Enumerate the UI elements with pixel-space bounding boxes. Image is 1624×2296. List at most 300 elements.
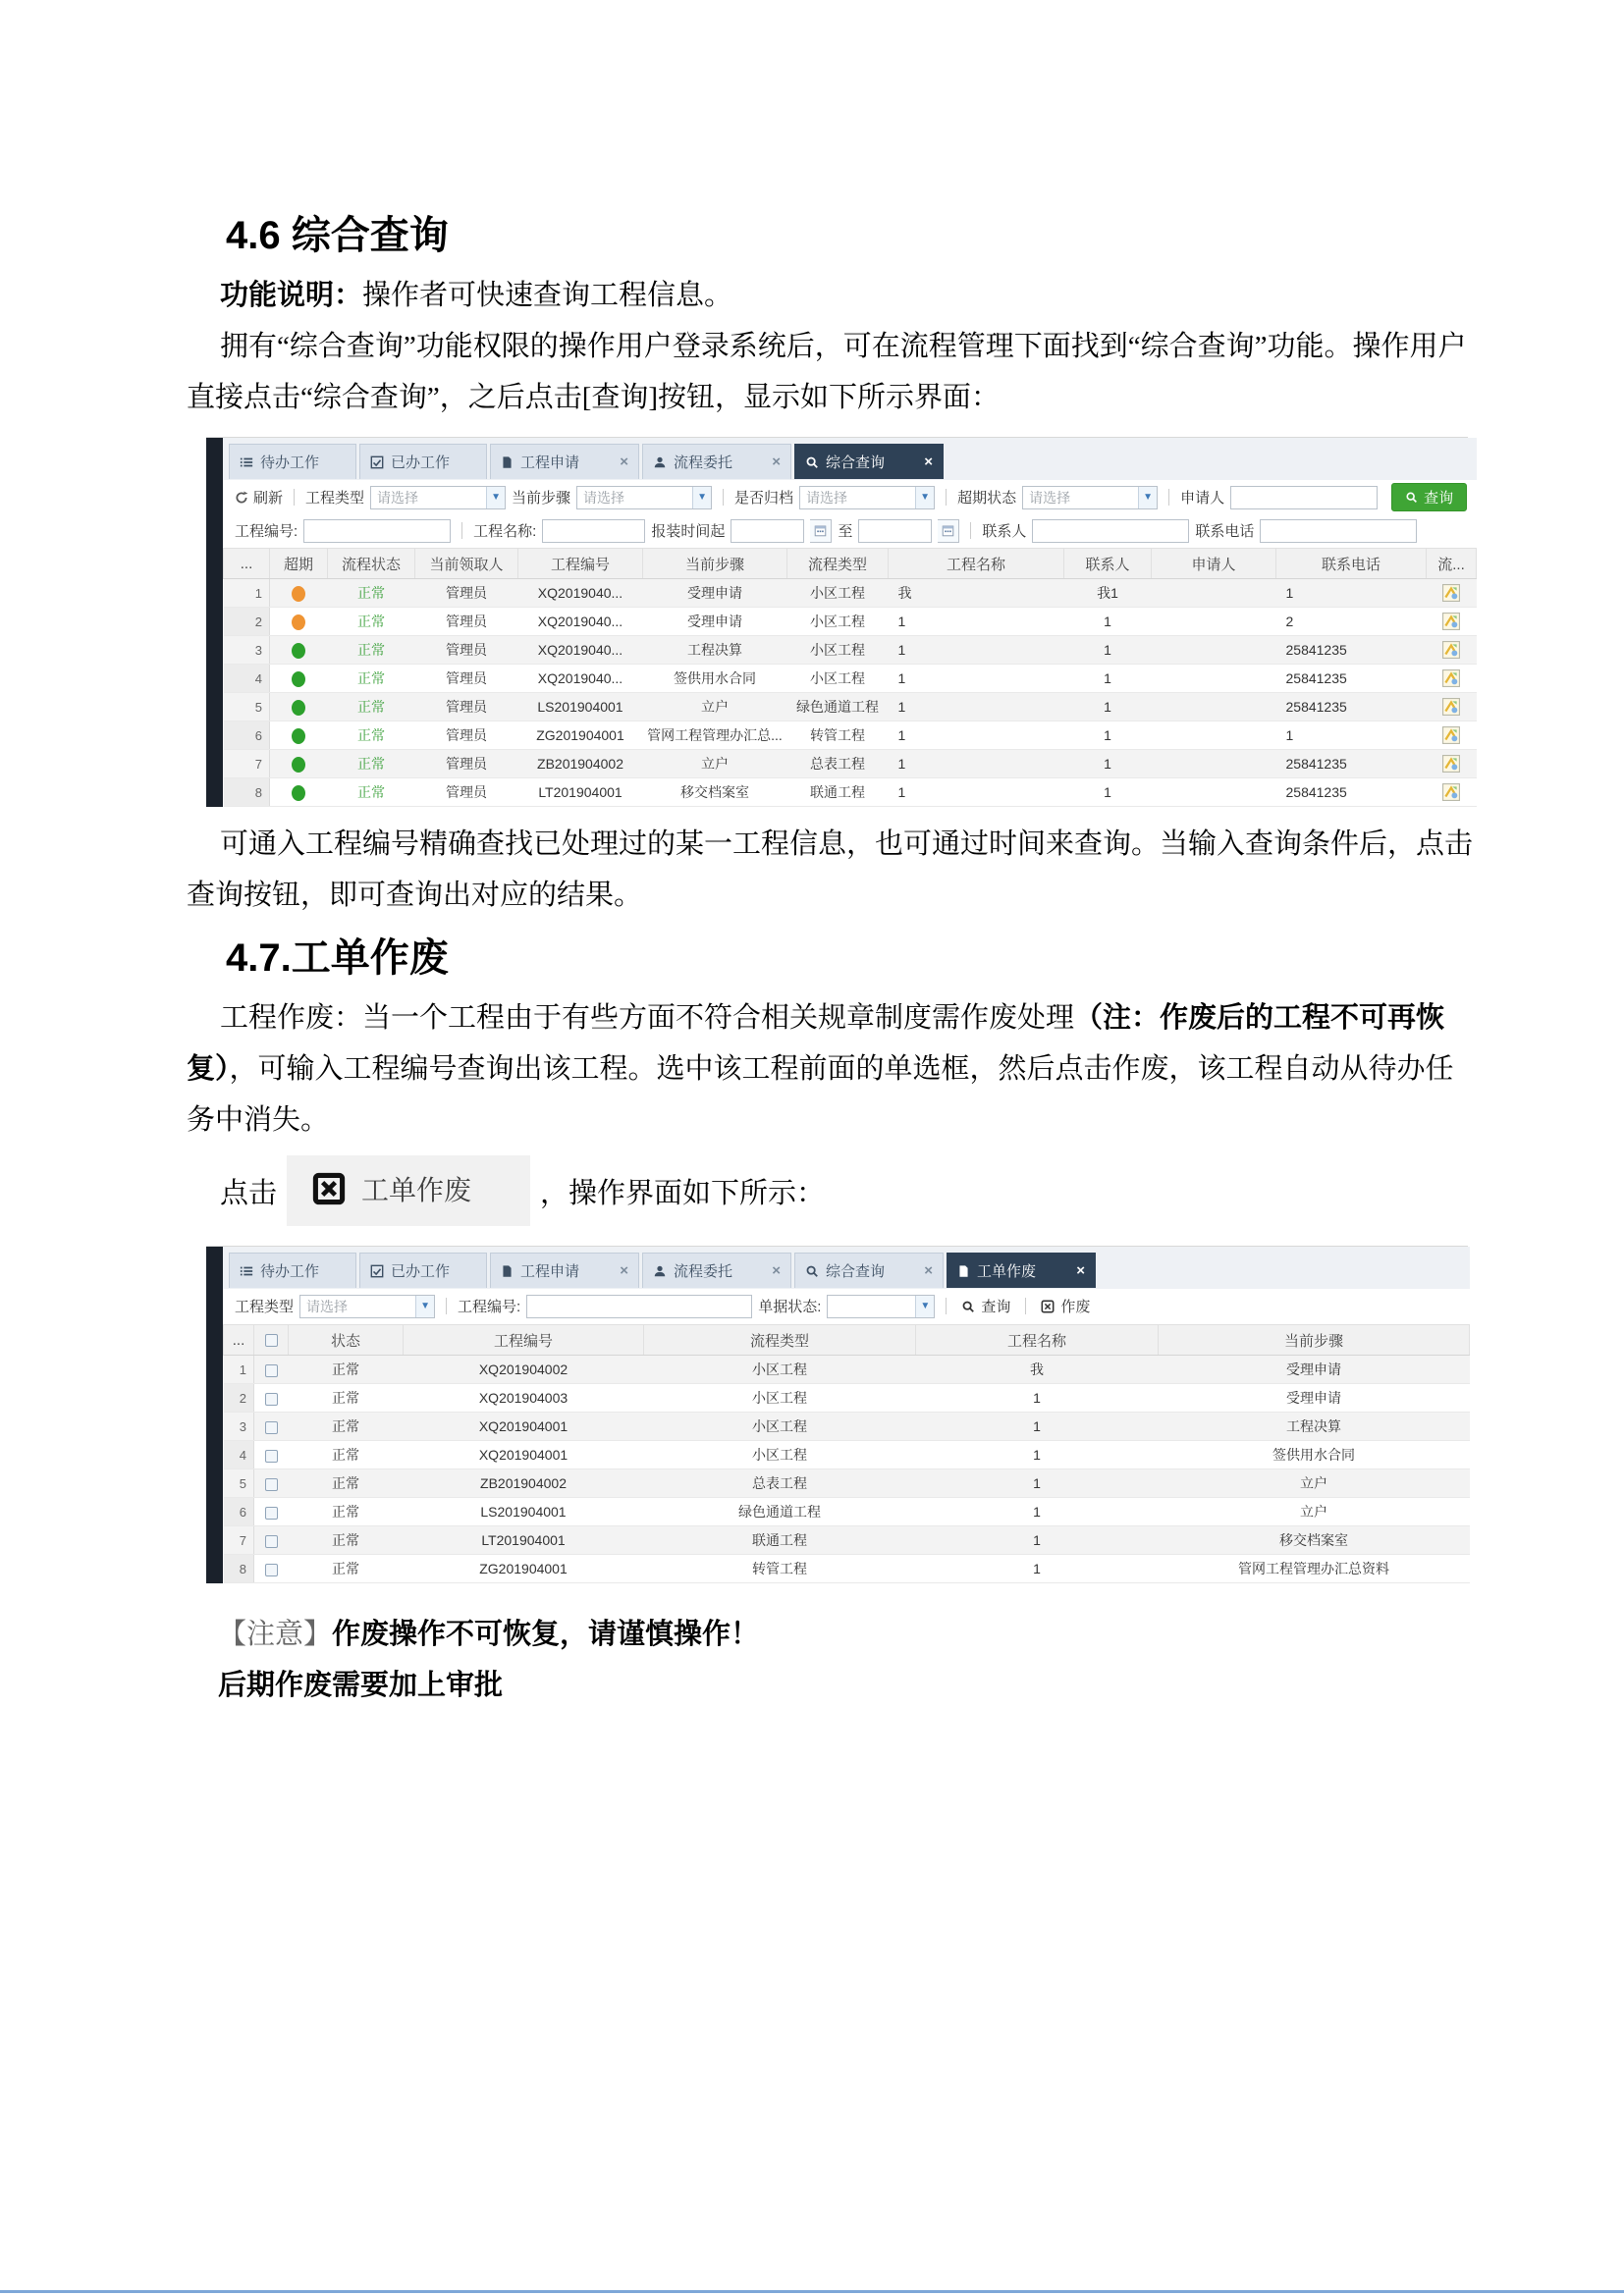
tab-delegate[interactable] — [642, 1253, 791, 1288]
cell-dot — [270, 693, 328, 721]
contact-label: 联系人 — [982, 523, 1027, 540]
close-icon[interactable]: × — [1076, 1262, 1085, 1279]
table-row[interactable] — [224, 1384, 1470, 1413]
tab-bar — [223, 438, 1477, 480]
col-header-flow: 流... — [1427, 549, 1477, 579]
search-button[interactable]: 查询 — [957, 1296, 1014, 1316]
project-code-input[interactable] — [526, 1295, 752, 1318]
query-hint-paragraph: 可通入工程编号精确查找已处理过的某一工程信息，也可通过时间来查询。当输入查询条件后，点击查询按钮，即可查询出对应的结果。 — [187, 828, 1474, 911]
cell-cb — [254, 1441, 289, 1469]
tab-query[interactable] — [794, 444, 944, 479]
cell-type: 转管工程 — [644, 1555, 916, 1583]
cell-dot — [270, 636, 328, 665]
table-row[interactable] — [224, 1413, 1470, 1441]
cell-claimer: 管理员 — [415, 579, 518, 608]
green-status-dot — [292, 757, 305, 773]
cell-type: 小区工程 — [787, 665, 889, 693]
cell-name: 1 — [889, 636, 1064, 665]
cell-type: 转管工程 — [787, 721, 889, 750]
cell-num: 8 — [224, 1555, 254, 1583]
green-status-dot — [292, 728, 305, 744]
green-status-dot — [292, 700, 305, 716]
check-icon — [370, 455, 384, 469]
close-icon[interactable]: × — [772, 454, 781, 470]
divider — [446, 1298, 447, 1314]
table-row[interactable] — [224, 1469, 1470, 1498]
query-screenshot — [206, 437, 1468, 807]
orange-status-dot — [292, 614, 305, 630]
col-header-code: 工程编号 — [404, 1325, 644, 1356]
date-from-label: 报装时间起 — [651, 523, 726, 540]
cell-phone: 1 — [1276, 721, 1427, 750]
col-header-claimer: 当前领取人 — [415, 549, 518, 579]
void-screenshot — [206, 1246, 1468, 1583]
cell-type: 小区工程 — [644, 1356, 916, 1384]
col-header-contact: 联系人 — [1064, 549, 1152, 579]
col-header-name: 工程名称 — [916, 1325, 1159, 1356]
cell-flow — [1427, 778, 1477, 807]
cell-name: 1 — [916, 1498, 1159, 1526]
row-checkbox[interactable] — [265, 1393, 278, 1406]
doc-icon — [501, 1264, 514, 1278]
cell-name: 1 — [889, 665, 1064, 693]
tab-delegate[interactable] — [642, 444, 791, 479]
cell-phone: 25841235 — [1276, 665, 1427, 693]
row-checkbox[interactable] — [265, 1478, 278, 1491]
cell-contact: 1 — [1064, 778, 1152, 807]
current-step-select[interactable]: 请选择 ▼ — [576, 486, 712, 509]
archived-select[interactable]: 请选择 ▼ — [799, 486, 935, 509]
table-row[interactable] — [224, 721, 1477, 750]
cell-code: XQ2019040... — [518, 608, 643, 636]
chevron-down-icon: ▼ — [692, 487, 711, 508]
cell-code: LT201904001 — [404, 1526, 644, 1555]
filter-label-overdue-status: 超期状态 — [957, 490, 1017, 507]
chevron-down-icon: ▼ — [915, 1296, 934, 1317]
cell-code: ZB201904002 — [518, 750, 643, 778]
search-icon — [805, 1264, 819, 1278]
table-row[interactable] — [224, 693, 1477, 721]
row-checkbox[interactable] — [265, 1421, 278, 1434]
cell-code: XQ2019040... — [518, 636, 643, 665]
flow-chart-icon[interactable] — [1442, 584, 1460, 602]
cell-step: 管网工程管理办汇总资料 — [1159, 1555, 1470, 1583]
tab-label: 工程申请 — [520, 454, 580, 471]
window-left-bar — [206, 1247, 223, 1583]
overdue-status-select[interactable]: 请选择 ▼ — [1022, 486, 1158, 509]
cell-type: 绿色通道工程 — [644, 1498, 916, 1526]
cell-num: 4 — [224, 665, 270, 693]
search-button[interactable]: 查询 — [1391, 483, 1467, 511]
tab-bar — [223, 1247, 1470, 1289]
tab-cancel[interactable] — [947, 1253, 1096, 1288]
cell-contact: 1 — [1064, 750, 1152, 778]
green-status-dot — [292, 643, 305, 659]
doc-icon — [501, 455, 514, 469]
cell-num: 6 — [224, 1498, 254, 1526]
filter-label-current-step: 当前步骤 — [512, 490, 571, 507]
cell-step: 移交档案室 — [643, 778, 787, 807]
table-row[interactable] — [224, 665, 1477, 693]
col-header-type: 流程类型 — [787, 549, 889, 579]
table-row[interactable] — [224, 1555, 1470, 1583]
cell-type: 小区工程 — [787, 579, 889, 608]
cell-num: 5 — [224, 1469, 254, 1498]
divider — [723, 489, 724, 506]
table-row[interactable] — [224, 778, 1477, 807]
filter-label-project-type: 工程类型 — [235, 1299, 295, 1315]
cell-status: 正常 — [289, 1384, 404, 1413]
tab-done[interactable] — [359, 1253, 487, 1288]
section-4-6-heading: 4.6 综合查询 — [226, 214, 449, 257]
cell-code: ZB201904002 — [404, 1469, 644, 1498]
cell-step: 工程决算 — [1159, 1413, 1470, 1441]
close-icon[interactable]: × — [924, 1262, 933, 1279]
person-icon — [653, 1264, 667, 1278]
cell-claimer: 管理员 — [415, 778, 518, 807]
cell-claimer: 管理员 — [415, 608, 518, 636]
cell-status: 正常 — [328, 750, 415, 778]
cell-step: 受理申请 — [1159, 1356, 1470, 1384]
cell-applicant — [1152, 721, 1276, 750]
cell-type: 联通工程 — [644, 1526, 916, 1555]
cell-contact: 我1 — [1064, 579, 1152, 608]
cell-name: 1 — [916, 1526, 1159, 1555]
table-row[interactable] — [224, 1356, 1470, 1384]
table-row[interactable] — [224, 750, 1477, 778]
cell-status: 正常 — [289, 1498, 404, 1526]
cell-claimer: 管理员 — [415, 665, 518, 693]
cell-code: LT201904001 — [518, 778, 643, 807]
cell-step: 签供用水合同 — [1159, 1441, 1470, 1469]
cell-step: 受理申请 — [643, 579, 787, 608]
tab-label: 综合查询 — [826, 454, 886, 471]
divider — [294, 489, 295, 506]
filter-label-archived: 是否归档 — [734, 490, 794, 507]
cell-code: XQ201904001 — [404, 1413, 644, 1441]
cell-code: XQ201904002 — [404, 1356, 644, 1384]
divider — [461, 522, 462, 539]
project-code-label: 工程编号: — [458, 1299, 521, 1315]
refresh-icon — [235, 491, 248, 505]
section-4-7-heading: 4.7.工单作废 — [226, 936, 449, 980]
cell-code: ZG201904001 — [404, 1555, 644, 1583]
cell-num: 4 — [224, 1441, 254, 1469]
list-icon — [240, 455, 253, 469]
cell-code: XQ2019040... — [518, 579, 643, 608]
divider — [946, 1298, 947, 1314]
cell-status: 正常 — [289, 1413, 404, 1441]
cell-name: 我 — [889, 579, 1064, 608]
cell-flow — [1427, 693, 1477, 721]
cell-code: XQ201904001 — [404, 1441, 644, 1469]
col-header-dot: 超期 — [270, 549, 328, 579]
box-x-icon — [312, 1172, 346, 1205]
cell-cb — [254, 1469, 289, 1498]
table-row[interactable] — [224, 636, 1477, 665]
cell-applicant — [1152, 778, 1276, 807]
date-to-label: 至 — [838, 523, 853, 540]
query-filter-row-2 — [223, 514, 1477, 547]
flow-chart-icon[interactable] — [1442, 783, 1460, 801]
window-left-bar — [206, 438, 223, 807]
project-type-select[interactable]: 请选择 ▼ — [370, 486, 506, 509]
cell-flow — [1427, 636, 1477, 665]
doc-status-select[interactable] — [827, 1295, 935, 1318]
check-icon — [370, 1264, 384, 1278]
cell-name: 1 — [916, 1413, 1159, 1441]
cell-claimer: 管理员 — [415, 721, 518, 750]
table-row[interactable] — [224, 608, 1477, 636]
cell-name: 1 — [889, 778, 1064, 807]
filter-label-project-type: 工程类型 — [305, 490, 365, 507]
project-name-input[interactable] — [542, 519, 645, 543]
tab-todo[interactable] — [229, 444, 356, 479]
cell-contact: 1 — [1064, 721, 1152, 750]
tab-apply[interactable] — [490, 1253, 639, 1288]
chevron-down-icon: ▼ — [1138, 487, 1157, 508]
cell-num: 6 — [224, 721, 270, 750]
flow-chart-icon[interactable] — [1442, 755, 1460, 773]
cell-cb — [254, 1384, 289, 1413]
cell-applicant — [1152, 636, 1276, 665]
cell-name: 1 — [889, 750, 1064, 778]
cell-dot — [270, 778, 328, 807]
row-checkbox[interactable] — [265, 1364, 278, 1377]
person-icon — [653, 455, 667, 469]
cell-dot — [270, 721, 328, 750]
cell-num: 7 — [224, 750, 270, 778]
cell-flow — [1427, 750, 1477, 778]
cell-code: XQ2019040... — [518, 665, 643, 693]
chevron-down-icon: ▼ — [915, 487, 934, 508]
tab-label: 流程委托 — [674, 1263, 733, 1280]
col-header-step: 当前步骤 — [1159, 1325, 1470, 1356]
refresh-button[interactable]: 刷新 — [235, 487, 283, 507]
cell-code: LS201904001 — [518, 693, 643, 721]
cell-type: 总表工程 — [787, 750, 889, 778]
cell-status: 正常 — [328, 665, 415, 693]
tab-label: 已办工作 — [391, 454, 451, 471]
cell-type: 小区工程 — [644, 1413, 916, 1441]
divider — [970, 522, 971, 539]
divider — [946, 489, 947, 506]
cell-status: 正常 — [289, 1441, 404, 1469]
cell-step: 立户 — [643, 693, 787, 721]
cell-applicant — [1152, 665, 1276, 693]
project-code-input[interactable] — [303, 519, 451, 543]
cell-name: 1 — [889, 608, 1064, 636]
cell-name: 1 — [889, 693, 1064, 721]
cell-applicant — [1152, 608, 1276, 636]
cell-type: 小区工程 — [644, 1441, 916, 1469]
search-icon — [1405, 491, 1418, 504]
cell-step: 签供用水合同 — [643, 665, 787, 693]
project-type-select[interactable]: 请选择 ▼ — [299, 1295, 435, 1318]
cell-step: 立户 — [1159, 1498, 1470, 1526]
cell-contact: 1 — [1064, 693, 1152, 721]
cell-status: 正常 — [289, 1469, 404, 1498]
cell-status: 正常 — [328, 636, 415, 665]
col-header-step: 当前步骤 — [643, 549, 787, 579]
query-filter-row-1 — [223, 480, 1477, 514]
col-header-name: 工程名称 — [889, 549, 1064, 579]
cell-step: 立户 — [643, 750, 787, 778]
cell-phone: 2 — [1276, 608, 1427, 636]
row-checkbox[interactable] — [265, 1535, 278, 1548]
page-footer-line — [0, 2290, 1624, 2293]
doc-icon — [957, 1264, 970, 1278]
cell-cb — [254, 1555, 289, 1583]
select-all-checkbox[interactable] — [265, 1334, 278, 1347]
search-icon — [805, 455, 819, 469]
flow-chart-icon[interactable] — [1442, 698, 1460, 716]
cell-flow — [1427, 721, 1477, 750]
contact-input[interactable] — [1032, 519, 1189, 543]
flow-chart-icon[interactable] — [1442, 726, 1460, 744]
cell-num: 3 — [224, 636, 270, 665]
cell-step: 移交档案室 — [1159, 1526, 1470, 1555]
query-results-table — [223, 548, 1477, 807]
tab-label: 综合查询 — [826, 1263, 886, 1280]
green-status-dot — [292, 671, 305, 687]
table-row[interactable] — [224, 1526, 1470, 1555]
tab-label: 工程申请 — [520, 1263, 580, 1280]
cell-contact: 1 — [1064, 665, 1152, 693]
col-header-code: 工程编号 — [518, 549, 643, 579]
cell-step: 受理申请 — [643, 608, 787, 636]
cell-name: 1 — [916, 1555, 1159, 1583]
flow-chart-icon[interactable] — [1442, 669, 1460, 687]
date-to-input[interactable] — [858, 519, 932, 543]
col-header-cb — [254, 1325, 289, 1356]
tab-label: 待办工作 — [260, 1263, 320, 1280]
calendar-icon[interactable] — [938, 519, 959, 543]
tab-query[interactable] — [794, 1253, 944, 1288]
table-row[interactable] — [224, 579, 1477, 608]
date-from-input[interactable] — [731, 519, 804, 543]
cell-status: 正常 — [328, 721, 415, 750]
void-filter-row — [223, 1289, 1470, 1323]
col-header-num: ... — [224, 549, 270, 579]
cell-code: LS201904001 — [404, 1498, 644, 1526]
divider — [1025, 1298, 1026, 1314]
cell-phone: 25841235 — [1276, 750, 1427, 778]
cell-claimer: 管理员 — [415, 636, 518, 665]
row-checkbox[interactable] — [265, 1564, 278, 1576]
cell-status: 正常 — [289, 1526, 404, 1555]
row-checkbox[interactable] — [265, 1450, 278, 1463]
close-icon[interactable]: × — [620, 454, 628, 470]
cell-phone: 1 — [1276, 579, 1427, 608]
cell-num: 5 — [224, 693, 270, 721]
close-icon[interactable]: × — [772, 1262, 781, 1279]
applicant-input[interactable] — [1230, 486, 1378, 509]
cell-type: 总表工程 — [644, 1469, 916, 1498]
function-description-paragraph: 功能说明：操作者可快速查询工程信息。 — [220, 280, 733, 311]
tab-label: 流程委托 — [674, 454, 733, 471]
cell-dot — [270, 750, 328, 778]
tab-label: 待办工作 — [260, 454, 320, 471]
cell-num: 8 — [224, 778, 270, 807]
list-icon — [240, 1264, 253, 1278]
cell-type: 绿色通道工程 — [787, 693, 889, 721]
cell-status: 正常 — [328, 579, 415, 608]
cell-flow — [1427, 665, 1477, 693]
doc-status-label: 单据状态: — [758, 1299, 822, 1315]
cell-applicant — [1152, 579, 1276, 608]
cell-status: 正常 — [328, 778, 415, 807]
tab-label: 已办工作 — [391, 1263, 451, 1280]
cell-phone: 25841235 — [1276, 778, 1427, 807]
cell-num: 1 — [224, 1356, 254, 1384]
cell-flow — [1427, 608, 1477, 636]
project-name-label: 工程名称: — [473, 523, 537, 540]
table-row[interactable] — [224, 1498, 1470, 1526]
tab-done[interactable] — [359, 444, 487, 479]
warning-notes: 【注意】作废操作不可恢复，请谨慎操作！ 后期作废需要加上审批 — [218, 1619, 760, 1701]
tab-apply[interactable] — [490, 444, 639, 479]
cell-name: 1 — [889, 721, 1064, 750]
cell-num: 7 — [224, 1526, 254, 1555]
row-checkbox[interactable] — [265, 1507, 278, 1520]
cell-claimer: 管理员 — [415, 750, 518, 778]
tab-todo[interactable] — [229, 1253, 356, 1288]
void-button[interactable]: 作废 — [1037, 1296, 1094, 1316]
col-header-phone: 联系电话 — [1276, 549, 1427, 579]
cell-dot — [270, 665, 328, 693]
click-instruction-line: 点击 工单作废 ，操作界面如下所示： — [220, 1155, 1477, 1226]
flow-chart-icon[interactable] — [1442, 641, 1460, 659]
applicant-label: 申请人 — [1180, 490, 1225, 507]
cell-type: 小区工程 — [787, 636, 889, 665]
divider — [1168, 489, 1169, 506]
calendar-icon[interactable] — [810, 519, 832, 543]
close-icon[interactable]: × — [620, 1262, 628, 1279]
table-row[interactable] — [224, 1441, 1470, 1469]
cell-phone: 25841235 — [1276, 693, 1427, 721]
function-label: 功能说明： — [220, 280, 363, 311]
void-description-paragraph: 工程作废：当一个工程由于有些方面不符合相关规章制度需作废处理（注：作废后的工程不可再恢复），可输入工程编号查询出该工程。选中该工程前面的单选框，然后点击作废，该工程自动从待办任务中消失。 — [187, 1002, 1454, 1136]
tab-label: 工单作废 — [977, 1263, 1037, 1280]
col-header-applicant: 申请人 — [1152, 549, 1276, 579]
cell-status: 正常 — [328, 608, 415, 636]
cell-name: 我 — [916, 1356, 1159, 1384]
cell-name: 1 — [916, 1469, 1159, 1498]
intro-paragraph: 拥有“综合查询”功能权限的操作用户登录系统后，可在流程管理下面找到“综合查询”功能。操作用户直接点击“综合查询”，之后点击[查询]按钮，显示如下所示界面： — [187, 331, 1467, 413]
cell-status: 正常 — [289, 1356, 404, 1384]
flow-chart-icon[interactable] — [1442, 613, 1460, 630]
cell-contact: 1 — [1064, 636, 1152, 665]
close-icon[interactable]: × — [924, 454, 933, 470]
cell-dot — [270, 579, 328, 608]
cell-num: 1 — [224, 579, 270, 608]
cell-status: 正常 — [289, 1555, 404, 1583]
green-status-dot — [292, 785, 305, 801]
cell-step: 工程决算 — [643, 636, 787, 665]
search-icon — [961, 1300, 975, 1313]
cell-name: 1 — [916, 1384, 1159, 1413]
void-order-button[interactable]: 工单作废 — [287, 1155, 530, 1226]
phone-label: 联系电话 — [1195, 523, 1255, 540]
cell-contact: 1 — [1064, 608, 1152, 636]
cell-cb — [254, 1413, 289, 1441]
cell-num: 2 — [224, 1384, 254, 1413]
cell-phone: 25841235 — [1276, 636, 1427, 665]
cell-type: 小区工程 — [644, 1384, 916, 1413]
phone-input[interactable] — [1260, 519, 1417, 543]
void-orders-table — [223, 1324, 1470, 1583]
